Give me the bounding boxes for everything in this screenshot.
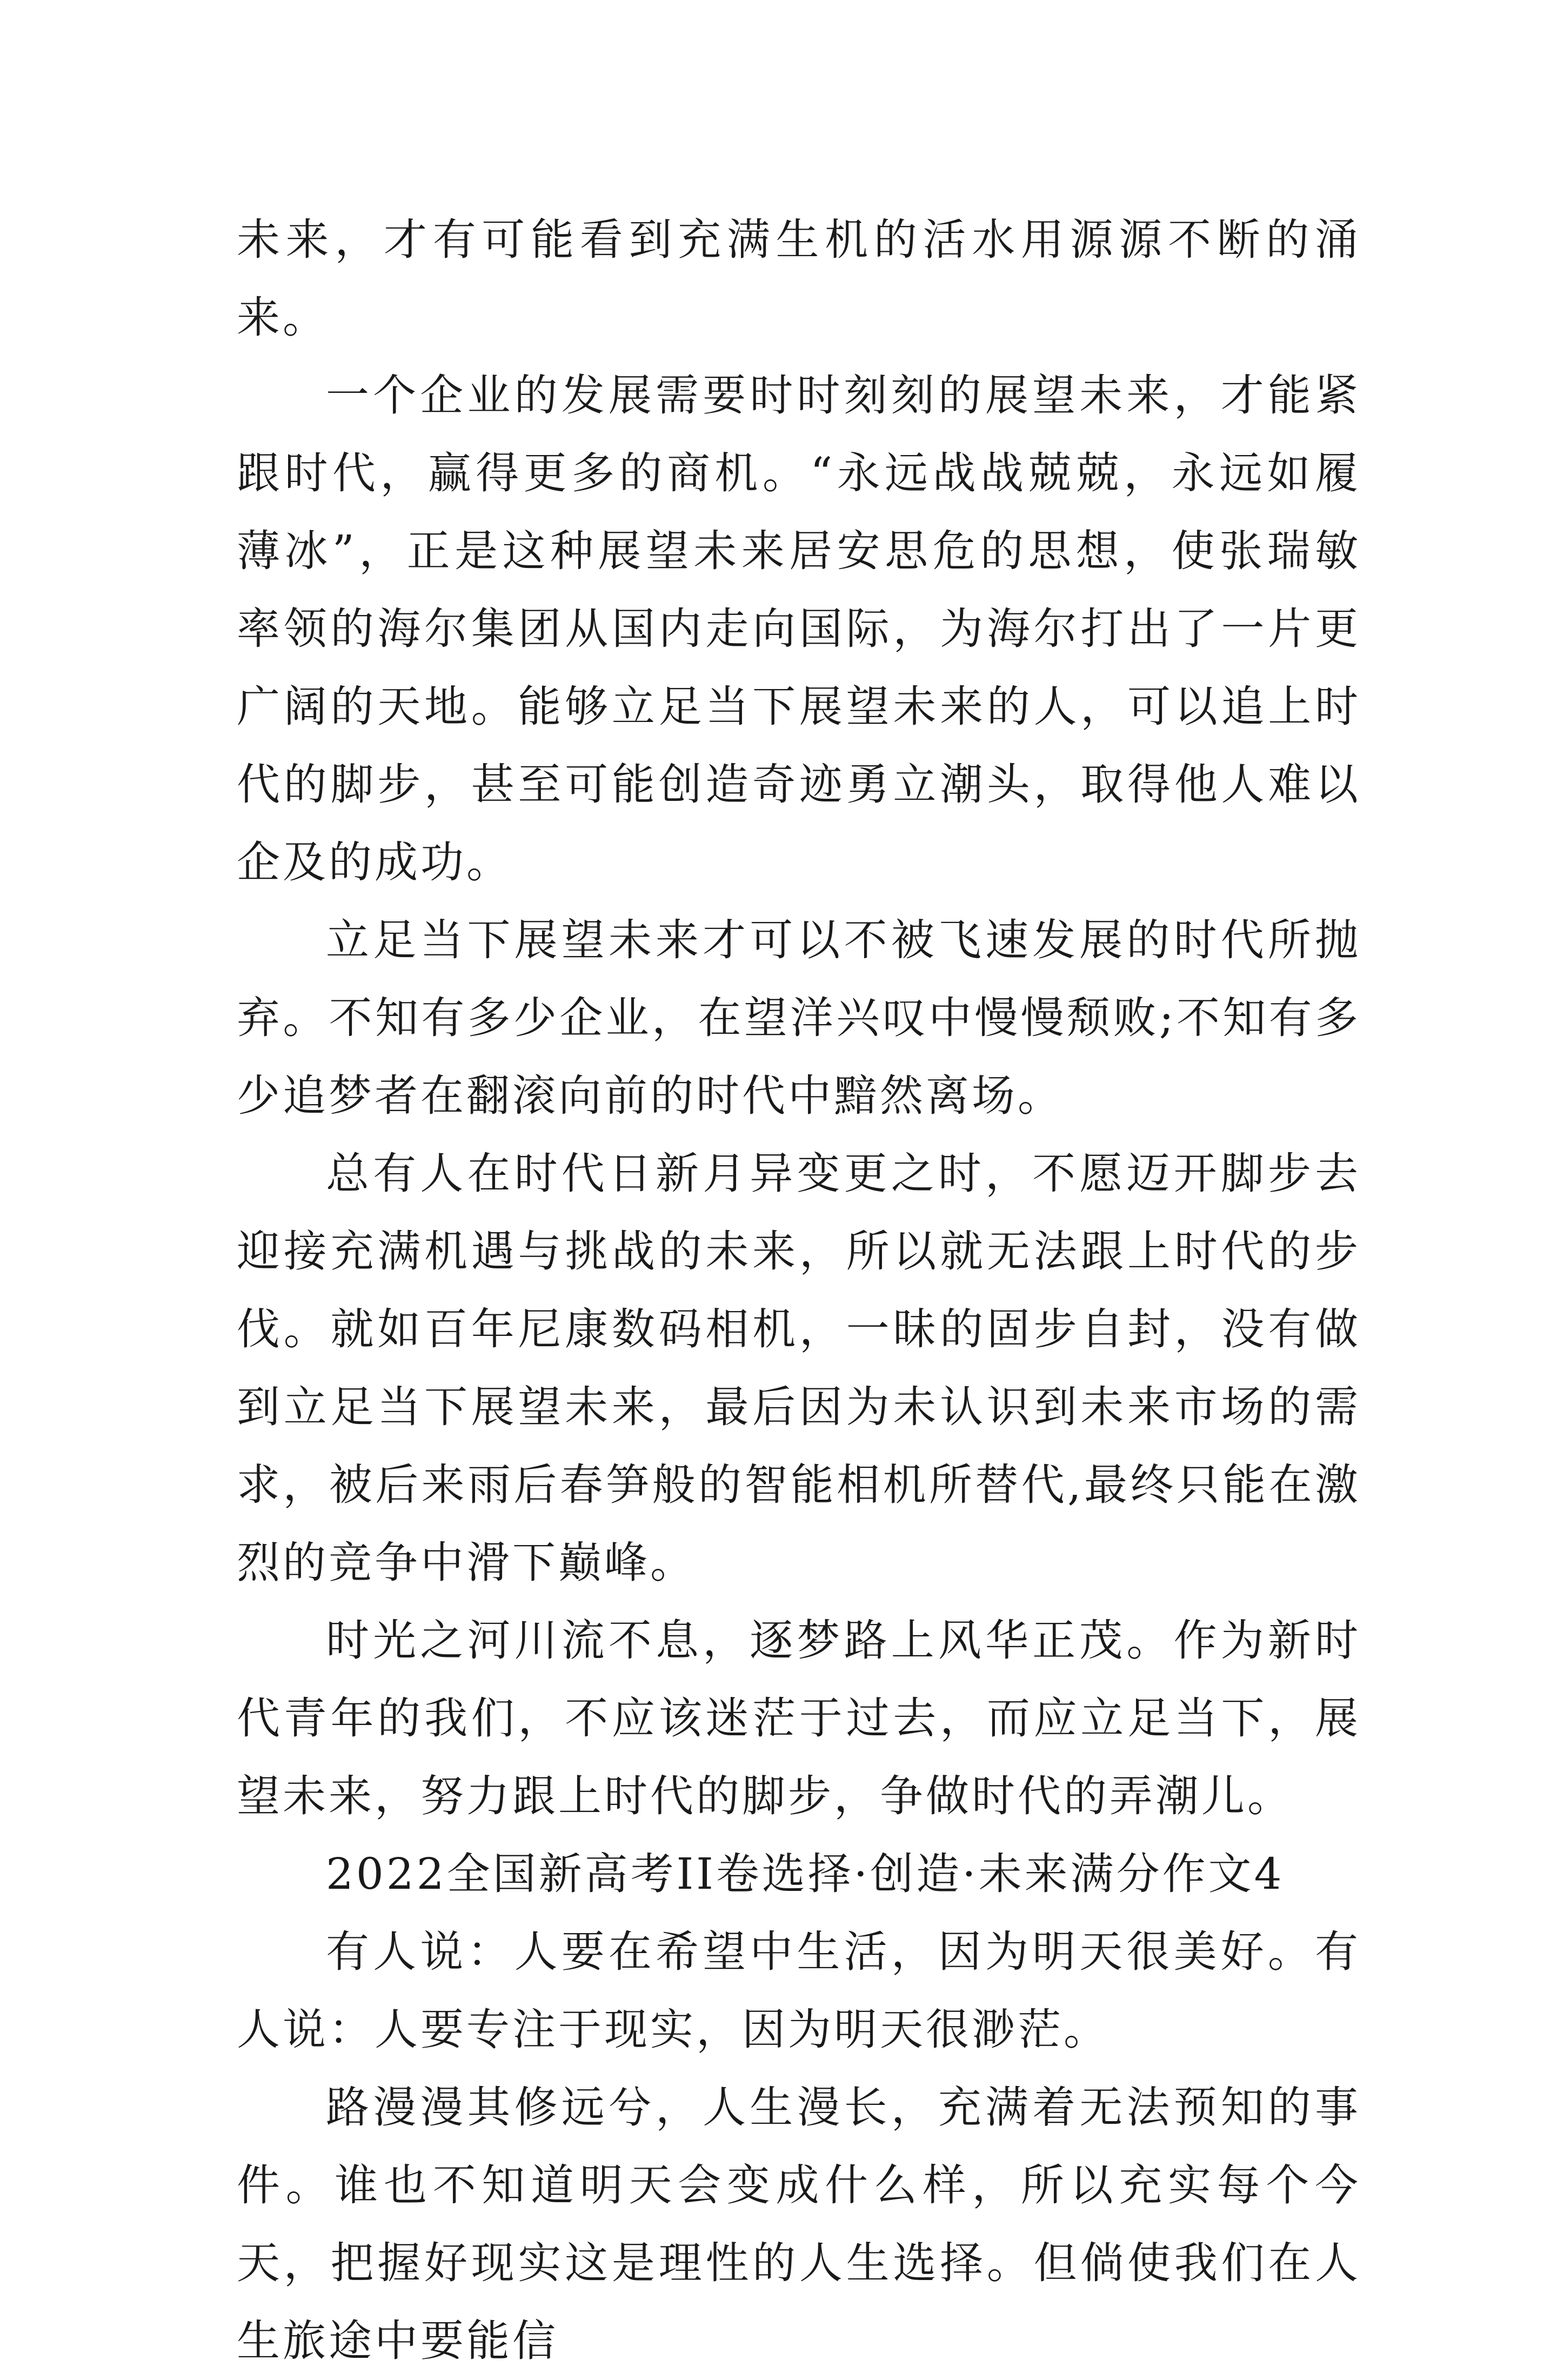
paragraph-continuation: 未来，才有可能看到充满生机的活水用源源不断的涌来。 — [237, 215, 1361, 343]
paragraph: 路漫漫其修远兮，人生漫长，充满着无法预知的事件。谁也不知道明天会变成什么样，所以充实每个今天，把握好现实这是理性的人生选择。但倘使我们在人生旅途中要能信 — [237, 2082, 1361, 2366]
body-text — [237, 201, 1361, 2380]
paragraph: 总有人在时代日新月异变更之时，不愿迈开脚步去迎接充满机遇与挑战的未来，所以就无法跟上时代的步伐。就如百年尼康数码相机，一昧的固步自封，没有做到立足当下展望未来，最后因为未认识到未来市场的需求，被后来雨后春笋般的智能相机所替代,最终只能在激烈的竞争中滑下巅峰。 — [237, 1148, 1361, 1588]
paragraph: 立足当下展望未来才可以不被飞速发展的时代所抛弃。不知有多少企业，在望洋兴叹中慢慢颓败;不知有多少追梦者在翻滚向前的时代中黯然离场。 — [237, 915, 1361, 1121]
paragraph: 时光之河川流不息，逐梦路上风华正茂。作为新时代青年的我们，不应该迷茫于过去，而应立足当下，展望未来，努力跟上时代的脚步，争做时代的弄潮儿。 — [237, 1615, 1361, 1821]
paragraph: 有人说：人要在希望中生活，因为明天很美好。有人说：人要专注于现实，因为明天很渺茫。 — [237, 1927, 1361, 2055]
essay-title: 2022全国新高考II卷选择·创造·未来满分作文4 — [326, 1849, 1285, 1899]
paragraph: 一个企业的发展需要时时刻刻的展望未来，才能紧跟时代，赢得更多的商机。“永远战战兢兢，永远如履薄冰”，正是这种展望未来居安思危的思想，使张瑞敏率领的海尔集团从国内走向国际，为海尔打出了一片更广阔的天地。能够立足当下展望未来的人，可以追上时代的脚步，甚至可能创造奇迹勇立潮头，取得他人难以企及的成功。 — [237, 370, 1361, 887]
